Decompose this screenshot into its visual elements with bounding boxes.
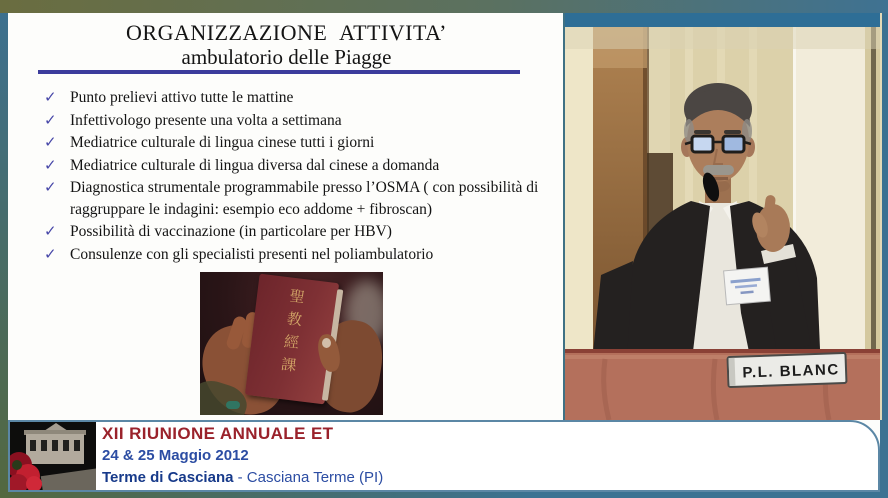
list-item — [42, 87, 550, 109]
bullet-text: Mediatrice culturale di lingua diversa dal cinese a domanda — [70, 156, 440, 174]
event-title: XII RIUNIONE ANNUALE ET — [102, 424, 334, 443]
banner-text — [102, 423, 383, 489]
frame-border-left — [0, 13, 8, 498]
book-title-text: 聖教經課 — [277, 287, 307, 381]
frame-border-bottom — [8, 492, 880, 498]
bullet-list — [42, 87, 550, 266]
checkmark-icon: ✓ — [44, 178, 57, 196]
checkmark-icon: ✓ — [44, 155, 57, 174]
slide-title-line1: ORGANIZZAZIONE ATTIVITA’ — [126, 20, 447, 45]
list-item — [42, 244, 550, 266]
window — [74, 440, 80, 451]
window — [63, 440, 69, 451]
event-venue — [102, 467, 383, 489]
list-item — [42, 132, 550, 154]
bullet-text: Diagnostica strumentale programmabile presso l’OSMA ( con possibilità di raggruppare le indagini: esempio eco addome + fibroscan) — [70, 179, 539, 218]
checkmark-icon: ✓ — [44, 133, 57, 151]
checkmark-icon: ✓ — [44, 222, 57, 240]
bracelet — [226, 401, 240, 409]
list-item — [42, 110, 550, 132]
thumbnail-highlight — [322, 338, 331, 348]
name-badge — [724, 267, 771, 305]
checkmark-icon: ✓ — [44, 244, 57, 263]
podium-nameplate-text: P.L. BLANC — [742, 361, 840, 382]
event-banner — [8, 420, 880, 492]
slide-title — [8, 20, 565, 70]
slide-photo-hands-book — [200, 272, 383, 415]
title-underline — [38, 70, 520, 74]
bullet-text: Possibilità di vaccinazione (in particolare per HBV) — [70, 223, 392, 240]
flowers — [26, 476, 42, 490]
checkmark-icon: ✓ — [44, 88, 57, 106]
venue-location: - Casciana Terme (PI) — [233, 469, 384, 486]
checkmark-icon: ✓ — [44, 110, 57, 129]
window — [52, 440, 58, 451]
frame-border-top — [0, 0, 888, 13]
speaker-video-pane — [563, 13, 882, 420]
venue-photo — [10, 422, 96, 490]
bullet-text: Consulenze con gli specialisti presenti nel poliambulatorio — [70, 245, 434, 263]
list-item — [42, 177, 550, 220]
list-item — [42, 155, 550, 177]
venue-name: Terme di Casciana — [102, 469, 234, 486]
bullet-text: Mediatrice culturale di lingua cinese tutti i giorni — [70, 134, 375, 151]
speaker-scene — [565, 13, 880, 420]
bullet-text: Punto prelievi attivo tutte le mattine — [70, 89, 294, 106]
podium-nameplate — [728, 353, 847, 387]
list-item — [42, 221, 550, 243]
foliage — [12, 460, 22, 470]
bullet-text: Infettivologo presente una volta a settimana — [70, 111, 342, 129]
foreground-road — [41, 468, 96, 490]
event-date: 24 & 25 Maggio 2012 — [102, 447, 249, 464]
window — [30, 440, 36, 451]
window — [41, 440, 47, 451]
slide-title-line2: ambulatorio delle Piagge — [181, 45, 392, 69]
